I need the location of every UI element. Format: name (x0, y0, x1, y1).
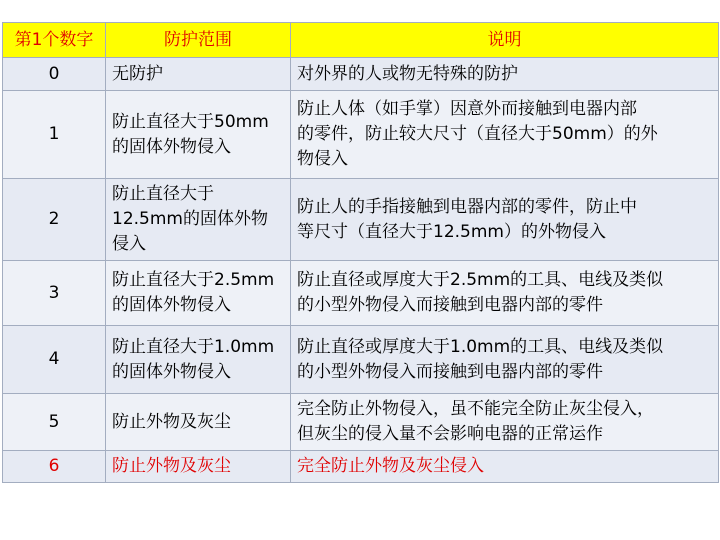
table-row-highlighted (3, 451, 719, 483)
table-row (3, 394, 719, 451)
table-row (3, 179, 719, 261)
digit-cell: 6 (3, 451, 106, 483)
table-row (3, 58, 719, 91)
header-digit: 第1个数字 (3, 23, 106, 58)
table-row (3, 326, 719, 394)
digit-cell: 0 (3, 58, 106, 91)
desc-cell: 防止直径或厚度大于2.5mm的工具、电线及类似 的小型外物侵入而接触到电器内部的零件 (291, 261, 719, 326)
desc-cell: 对外界的人或物无特殊的防护 (291, 58, 719, 91)
scope-cell: 防止直径大于 12.5mm的固体外物 侵入 (106, 179, 291, 261)
header-desc: 说明 (291, 23, 719, 58)
scope-cell: 防止外物及灰尘 (106, 451, 291, 483)
header-row (3, 23, 719, 58)
table-row (3, 91, 719, 179)
table-row (3, 261, 719, 326)
scope-cell: 防止直径大于1.0mm 的固体外物侵入 (106, 326, 291, 394)
digit-cell: 4 (3, 326, 106, 394)
digit-cell: 1 (3, 91, 106, 179)
desc-cell: 防止直径或厚度大于1.0mm的工具、电线及类似 的小型外物侵入而接触到电器内部的零件 (291, 326, 719, 394)
desc-cell: 防止人体（如手掌）因意外而接触到电器内部 的零件，防止较大尺寸（直径大于50mm）的外 物侵入 (291, 91, 719, 179)
header-scope: 防护范围 (106, 23, 291, 58)
protection-table (2, 22, 719, 483)
digit-cell: 2 (3, 179, 106, 261)
scope-cell: 防止直径大于50mm 的固体外物侵入 (106, 91, 291, 179)
desc-cell: 完全防止外物及灰尘侵入 (291, 451, 719, 483)
desc-cell: 防止人的手指接触到电器内部的零件，防止中 等尺寸（直径大于12.5mm）的外物侵入 (291, 179, 719, 261)
digit-cell: 3 (3, 261, 106, 326)
scope-cell: 防止直径大于2.5mm 的固体外物侵入 (106, 261, 291, 326)
protection-table-container (2, 22, 718, 483)
scope-cell: 防止外物及灰尘 (106, 394, 291, 451)
desc-cell: 完全防止外物侵入，虽不能完全防止灰尘侵入， 但灰尘的侵入量不会影响电器的正常运作 (291, 394, 719, 451)
digit-cell: 5 (3, 394, 106, 451)
scope-cell: 无防护 (106, 58, 291, 91)
